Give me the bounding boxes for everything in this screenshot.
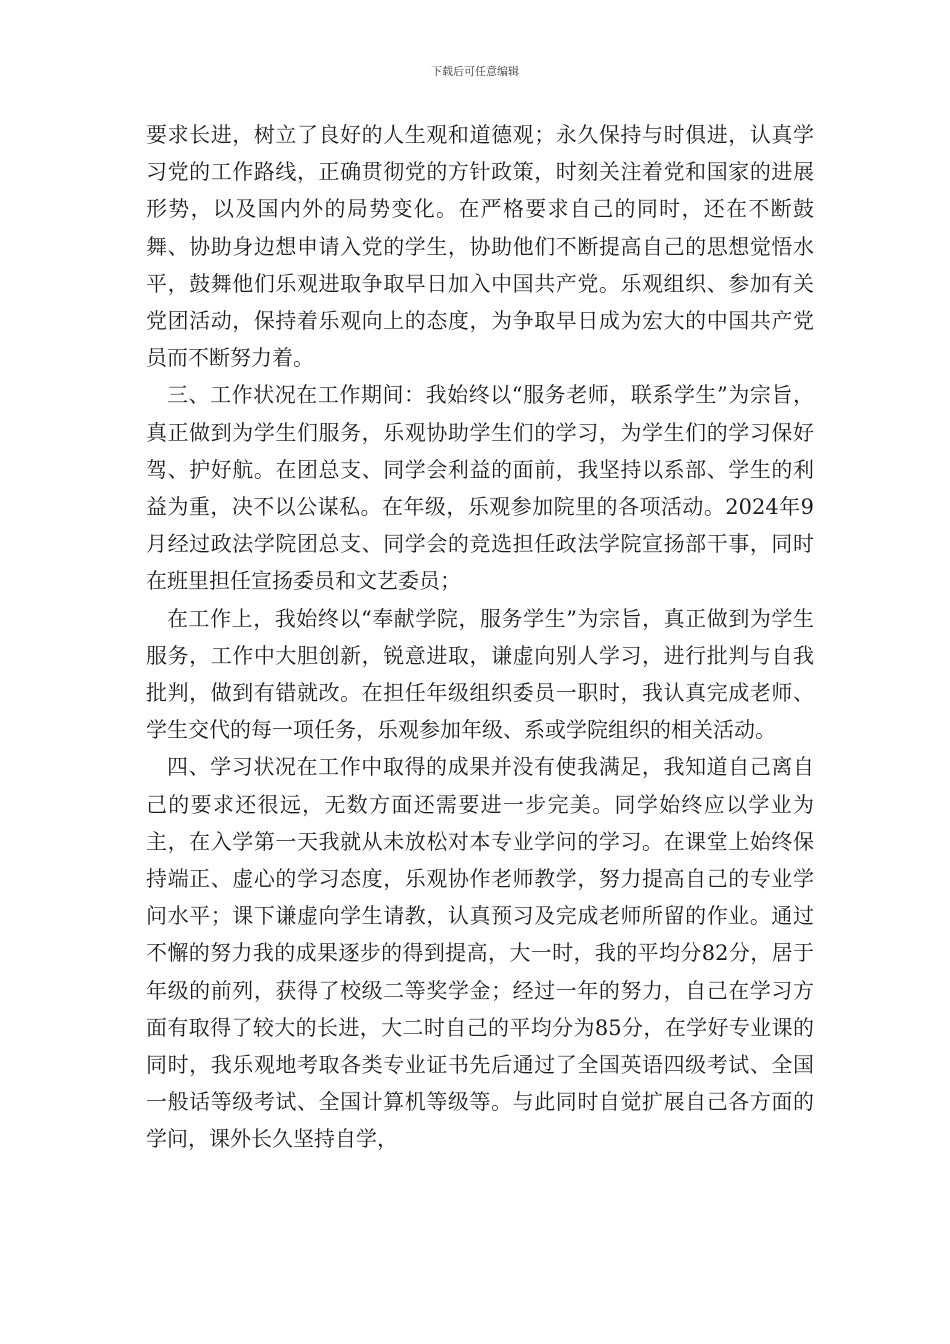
paragraph-study-status: 四、学习状况在工作中取得的成果并没有使我满足，我知道自己离自己的要求还很远，无数方面还需要进一步完美。同学始终应以学业为主，在入学第一天我就从未放松对本专业学问的学习。在课堂上始终保持端正、虚心的学习态度，乐观协作老师教学，努力提高自己的专业学问水平；课下谦虚向学生请教，认真预习及完成老师所留的作业。通过不懈的努力我的成果逐步的得到提高，大一时，我的平均分82分，居于年级的前列，获得了校级二等奖学金；经过一年的努力，自己在学习方面有取得了较大的长进，大二时自己的平均分为85分，在学好专业课的同时，我乐观地考取各类专业证书先后通过了全国英语四级考试、全国一般话等级考试、全国计算机等级等。与此同时自觉扩展自己各方面的学问，课外长久坚持自学， — [146, 755, 814, 1152]
paragraph-party-activities: 要求长进，树立了良好的人生观和道德观；永久保持与时俱进，认真学习党的工作路线，正确贯彻党的方针政策，时刻关注着党和国家的进展形势，以及国内外的局势变化。在严格要求自己的同时，还在不断鼓舞、协助身边想申请入党的学生，协助他们不断提高自己的思想觉悟水平，鼓舞他们乐观进取争取早日加入中国共产党。乐观组织、参加有关党团活动，保持着乐观向上的态度，为争取早日成为宏大的中国共产党员而不断努力着。 — [146, 123, 814, 371]
page-header: 下载后可任意编辑 — [431, 65, 519, 78]
paragraph-work-attitude: 在工作上，我始终以“奉献学院，服务学生”为宗旨，真正做到为学生服务，工作中大胆创新，锐意进取，谦虚向别人学习，进行批判与自我批判，做到有错就改。在担任年级组织委员一职时，我认真完成老师、学生交代的每一项任务，乐观参加年级、系或学院组织的相关活动。 — [146, 606, 814, 743]
document-body — [146, 117, 814, 1159]
paragraph-work-status: 三、工作状况在工作期间：我始终以“服务老师，联系学生”为宗旨，真正做到为学生们服务，乐观协助学生们的学习，为学生们的学习保好驾、护好航。在团总支、同学会利益的面前，我坚持以系部、学生的利益为重，决不以公谋私。在年级，乐观参加院里的各项活动。2024年9月经过政法学院团总支、同学会的竞选担任政法学院宣扬部干事，同时在班里担任宣扬委员和文艺委员； — [146, 383, 814, 594]
